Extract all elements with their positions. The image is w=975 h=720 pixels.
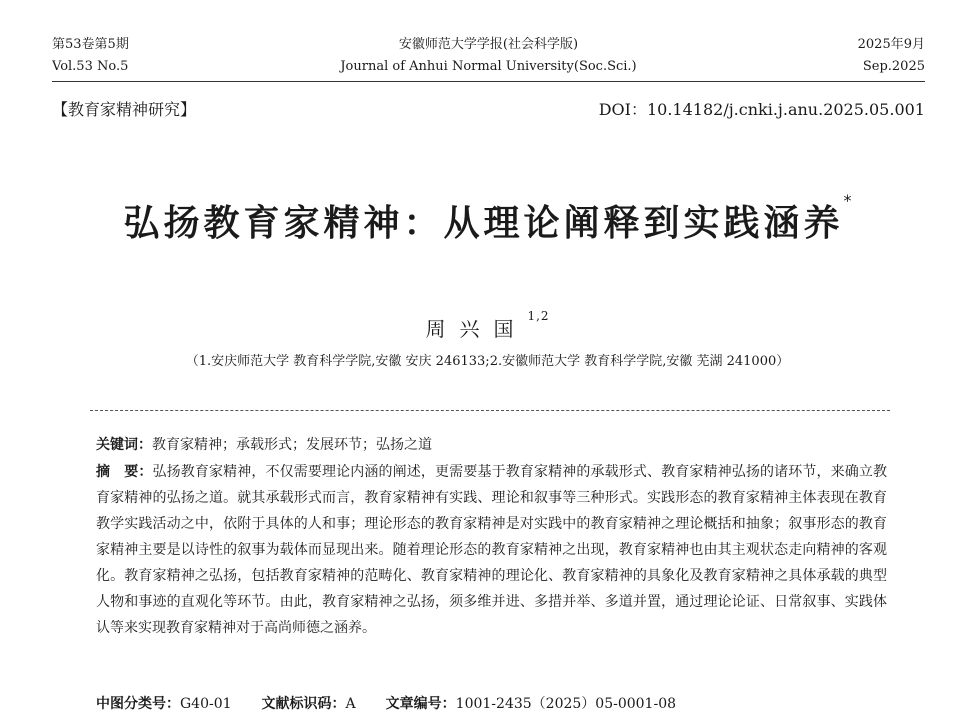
journal-name-en: Journal of Anhui Normal University(Soc.Sci.): [340, 59, 637, 74]
title-footnote-mark: *: [843, 191, 852, 210]
header-date: [858, 34, 925, 78]
abstract: [96, 459, 887, 641]
title-text: 弘扬教育家精神：从理论阐释到实践涵养: [123, 203, 844, 244]
doc-code-value: A: [345, 696, 356, 712]
volume-en: Vol.53 No.5: [52, 59, 129, 74]
header-journal: [52, 34, 925, 78]
abstract-text: 弘扬教育家精神，不仅需要理论内涵的阐述，更需要基于教育家精神的承载形式、教育家精神弘扬的诸环节，来确立教育家精神的弘扬之道。就其承载形式而言，教育家精神有实践、理论和叙事等三种形式。实践形态的教育家精神主体表现在教育教学实践活动之中，依附于具体的人和事；理论形态的教育家精神是对实践中的教育家精神之理论概括和抽象；叙事形态的教育家精神主要是以诗性的叙事为载体而显现出来。随着理论形态的教育家精神之出现，教育家精神也由其主观状态走向精神的客观化。教育家精神之弘扬，包括教育家精神的范畴化、教育家精神的理论化、教育家精神的具象化及教育家精神之具体承载的典型人物和事迹的直观化等环节。由此，教育家精神之弘扬，须多维并进、多措并举、多道并置，通过理论论证、日常叙事、实践体认等来实现教育家精神对于高尚师德之涵养。: [96, 464, 888, 636]
keywords-label: 关键词：: [96, 437, 152, 453]
clc-label: 中图分类号：: [96, 696, 180, 712]
author-name: 周兴国: [425, 317, 528, 341]
classification-line: [96, 693, 887, 713]
author-affiliation-mark: 1,2: [527, 309, 550, 323]
journal-name-cn: 安徽师范大学学报(社会科学版): [398, 37, 579, 52]
article-title: [0, 191, 975, 246]
date-cn: 2025年9月: [857, 37, 925, 52]
article-no-value: 1001-2435（2025）05-0001-08: [455, 696, 677, 712]
doc-code-label: 文献标识码：: [261, 696, 346, 712]
abstract-label: 摘 要：: [96, 464, 153, 480]
keywords: [96, 433, 887, 457]
affiliation: （1.安庆师范大学 教育科学学院,安徽 安庆 246133;2.安徽师范大学 教育科学学院,安徽 芜湖 241000）: [185, 354, 790, 369]
volume-cn: 第53卷第5期: [52, 37, 129, 52]
author: [0, 309, 975, 342]
date-en: Sep.2025: [862, 59, 925, 74]
running-header: [52, 34, 925, 78]
doi: DOI：10.14182/j.cnki.j.anu.2025.05.001: [598, 100, 925, 119]
column-tag: 【教育家精神研究】: [52, 100, 197, 119]
section-divider: [90, 410, 890, 411]
article-no-label: 文章编号：: [385, 696, 456, 712]
clc-value: G40-01: [180, 696, 232, 712]
header-rule: [52, 81, 925, 82]
keywords-text: 教育家精神；承载形式；发展环节；弘扬之道: [152, 437, 432, 453]
